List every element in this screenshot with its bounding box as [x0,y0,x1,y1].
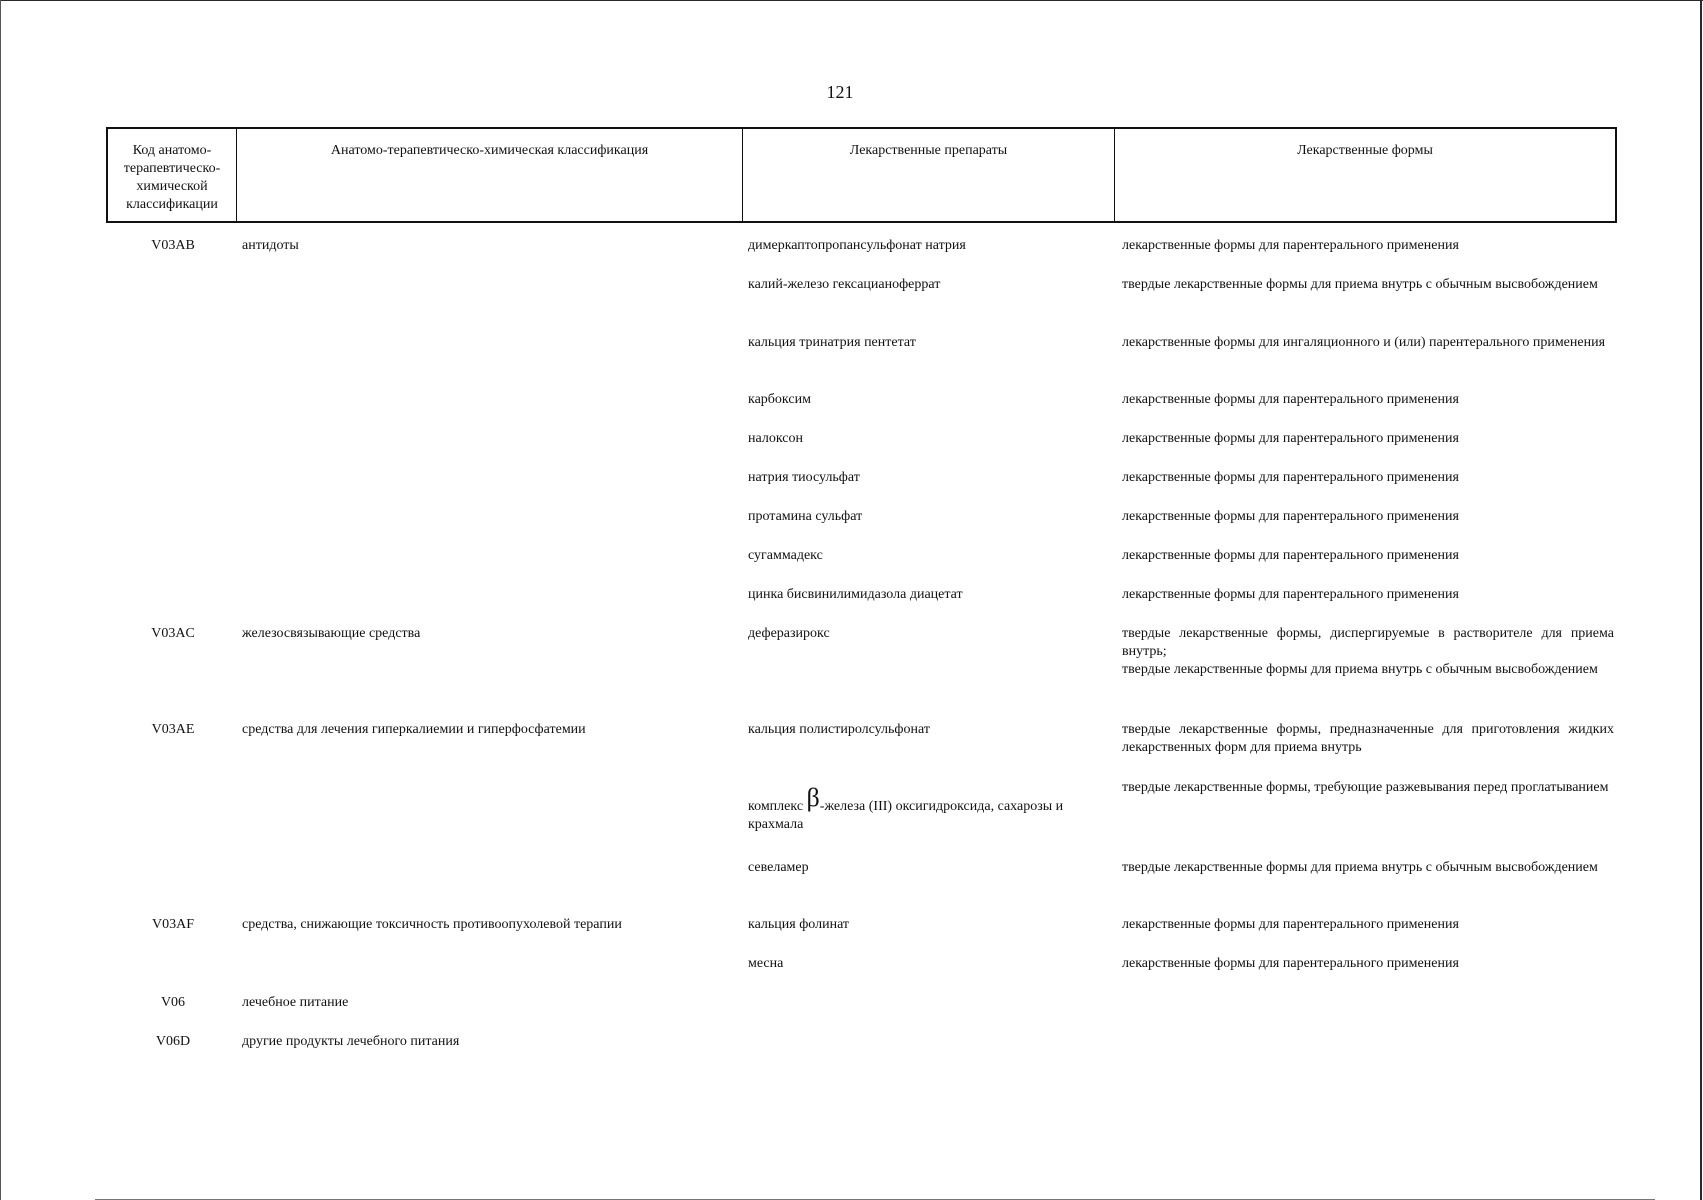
dosage-form-text: твердые лекарственные формы для приема внутрь с обычным высвобождением [1122,662,1598,677]
atc-code: V03AC [151,626,195,641]
dosage-forms [1122,237,1614,255]
header-atc-classification: Анатомо-терапевтическо-химическая классификация [236,129,742,221]
drug-name: калий-железо гексацианоферрат [748,277,941,292]
drug-name-prefix: комплекс [748,799,804,814]
drug-name: сугаммадекс [748,548,823,563]
dosage-form-text: твердые лекарственные формы, диспергируемые в растворителе для приема внутрь; [1122,626,1614,659]
beta-symbol: β [806,783,820,812]
table-header [106,127,1617,223]
dosage-forms [1122,508,1614,526]
drug-name: димеркаптопропансульфонат натрия [748,238,966,253]
atc-group: железосвязывающие средства [242,626,421,641]
dosage-forms [1122,859,1614,877]
drug-name: севеламер [748,860,809,875]
scan-border-top [0,0,1703,1]
dosage-form-text: лекарственные формы для парентерального применения [1122,509,1459,524]
dosage-form-text: твердые лекарственные формы, предназначенные для приготовления жидких лекарственных форм для приема внутрь [1122,722,1614,755]
dosage-form-text: лекарственные формы для парентерального применения [1122,470,1459,485]
dosage-form-text: лекарственные формы для парентерального применения [1122,431,1459,446]
header-code: Код анатомо-терапевтическо-химической классификации [123,143,221,212]
drug-name: налоксон [748,431,803,446]
atc-group: другие продукты лечебного питания [242,1034,460,1049]
header-dosage-forms: Лекарственные формы [1114,129,1615,221]
atc-code: V03AE [151,722,195,737]
dosage-forms [1122,391,1614,409]
atc-group: средства для лечения гиперкалиемии и гиперфосфатемии [242,722,586,737]
drug-name: цинка бисвинилимидазола диацетат [748,587,963,602]
dosage-form-text: лекарственные формы для ингаляционного и (или) парентерального применения [1122,335,1606,350]
drug-name-rest: -железа (III) оксигидроксида, сахарозы и крахмала [748,799,1064,832]
drug-name [748,783,1088,834]
scan-border-right [1700,0,1702,1200]
dosage-forms [1122,721,1614,757]
drug-name: кальция тринатрия пентетат [748,335,916,350]
dosage-forms [1122,276,1614,294]
atc-group: лечебное питание [242,995,349,1010]
dosage-form-text: лекарственные формы для парентерального применения [1122,392,1459,407]
dosage-forms [1122,547,1614,565]
dosage-forms [1122,779,1614,797]
dosage-forms [1122,469,1614,487]
atc-group: антидоты [242,238,299,253]
dosage-form-text: лекарственные формы для парентерального применения [1122,548,1459,563]
drug-name: карбоксим [748,392,811,407]
drug-name: натрия тиосульфат [748,470,860,485]
dosage-forms [1122,334,1614,352]
atc-code: V06 [160,995,186,1010]
dosage-form-text: твердые лекарственные формы для приема внутрь с обычным высвобождением [1122,277,1598,292]
atc-code: V03AB [151,238,195,253]
dosage-form-text: лекарственные формы для парентерального применения [1122,917,1459,932]
dosage-form-text: твердые лекарственные формы, требующие разжевывания перед проглатыванием [1122,780,1609,795]
drug-name: месна [748,956,784,971]
dosage-forms [1122,955,1614,973]
atc-code: V06D [155,1034,191,1049]
drug-name: протамина сульфат [748,509,863,524]
drug-name: деферазирокс [748,626,830,641]
atc-code: V03AF [151,917,194,932]
atc-group: средства, снижающие токсичность противоопухолевой терапии [242,917,622,932]
dosage-forms [1122,916,1614,934]
dosage-form-text: лекарственные формы для парентерального применения [1122,956,1459,971]
dosage-forms [1122,430,1614,448]
dosage-form-text: твердые лекарственные формы для приема внутрь с обычным высвобождением [1122,860,1598,875]
dosage-forms [1122,586,1614,604]
drug-name: кальция фолинат [748,917,850,932]
dosage-form-text: лекарственные формы для парентерального применения [1122,238,1459,253]
page-number: 121 [826,82,854,102]
drug-name: кальция полистиролсульфонат [748,722,930,737]
dosage-form-text: лекарственные формы для парентерального применения [1122,587,1459,602]
dosage-forms [1122,625,1614,679]
scan-border-left [0,0,1,1200]
header-drugs: Лекарственные препараты [742,129,1114,221]
